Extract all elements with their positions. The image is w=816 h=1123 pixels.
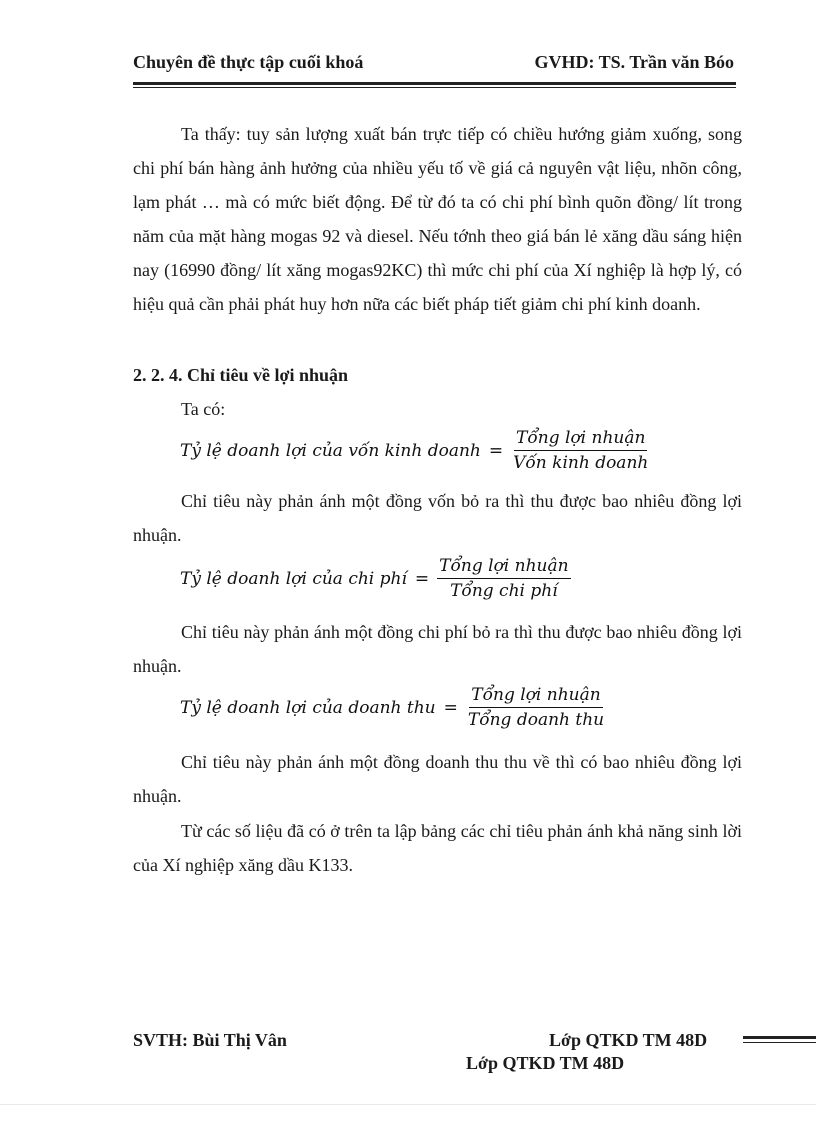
header-title: Chuyên đề thực tập cuối khoá: [133, 52, 364, 72]
denominator: Tổng chi phí: [450, 581, 558, 601]
footer-rule-thin: [743, 1042, 816, 1043]
header-advisor: GVHD: TS. Trần văn Bóo: [534, 52, 734, 72]
header-rule-thin: [133, 87, 736, 88]
footer-class-repeat: Lớp QTKD TM 48D: [466, 1053, 625, 1073]
ta-co-label: Ta có:: [181, 399, 226, 419]
numerator: Tổng lợi nhuận: [469, 685, 602, 708]
explanation-1: Chỉ tiêu này phản ánh một đồng vốn bỏ ra thì thu được bao nhiêu đồng lợi nhuận.: [133, 491, 742, 545]
footer-student: SVTH: Bùi Thị Vân: [133, 1030, 287, 1050]
header-rule-thick: [133, 82, 736, 85]
formula-lhs: Tỷ lệ doanh lợi của vốn kinh doanh: [180, 440, 481, 461]
denominator: Vốn kinh doanh: [513, 453, 649, 473]
fraction: [466, 685, 606, 730]
footer-rule-thick: [743, 1036, 816, 1039]
formula-lhs: Tỷ lệ doanh lợi của chi phí: [180, 568, 407, 589]
intro-paragraph: Ta thấy: tuy sản lượng xuất bán trực tiếp có chiều hướng giảm xuống, song chi phí bán hàng ảnh hưởng của nhiều yếu tố về giá cả nguyên vật liệu, nhõn công, lạm phát … mà có mức biết động. Để từ đó ta có chi phí bình quõn đồng/ lít trong năm của mặt hàng mogas 92 và diesel. Nếu tớnh theo giá bán lẻ xăng dầu sáng hiện nay (16990 đồng/ lít xăng mogas92KC) thì mức chi phí của Xí nghiệp là hợp lý, có hiệu quả cần phải phát huy hơn nữa các biết pháp tiết giảm chi phí kinh doanh.: [133, 124, 742, 314]
explanation-2: Chỉ tiêu này phản ánh một đồng chi phí bỏ ra thì thu được bao nhiêu đồng lợi nhuận.: [133, 622, 742, 676]
denominator: Tổng doanh thu: [467, 710, 605, 730]
page-header: [133, 50, 734, 74]
formula-doanh-thu: [180, 685, 606, 730]
numerator: Tổng lợi nhuận: [514, 428, 647, 451]
equals-sign: =: [443, 697, 458, 718]
fraction: [511, 428, 650, 473]
explanation-3: Chỉ tiêu này phản ánh một đồng doanh thu thu về thì có bao nhiêu đồng lợi nhuận.: [133, 752, 742, 806]
page-bottom-divider: [0, 1104, 816, 1105]
fraction: [437, 556, 570, 601]
formula-chi-phi: [180, 556, 571, 601]
closing-paragraph: Từ các số liệu đã có ở trên ta lập bảng các chỉ tiêu phản ánh khả năng sinh lời của Xí nghiệp xăng dầu K133.: [133, 821, 742, 875]
equals-sign: =: [488, 440, 504, 461]
equals-sign: =: [414, 568, 430, 589]
numerator: Tổng lợi nhuận: [437, 556, 570, 579]
section-heading: 2. 2. 4. Chỉ tiêu về lợi nhuận: [133, 365, 349, 385]
formula-lhs: Tỷ lệ doanh lợi của doanh thu: [180, 697, 436, 718]
footer-class: Lớp QTKD TM 48D: [549, 1030, 708, 1050]
formula-von-kinh-doanh: [180, 428, 650, 473]
